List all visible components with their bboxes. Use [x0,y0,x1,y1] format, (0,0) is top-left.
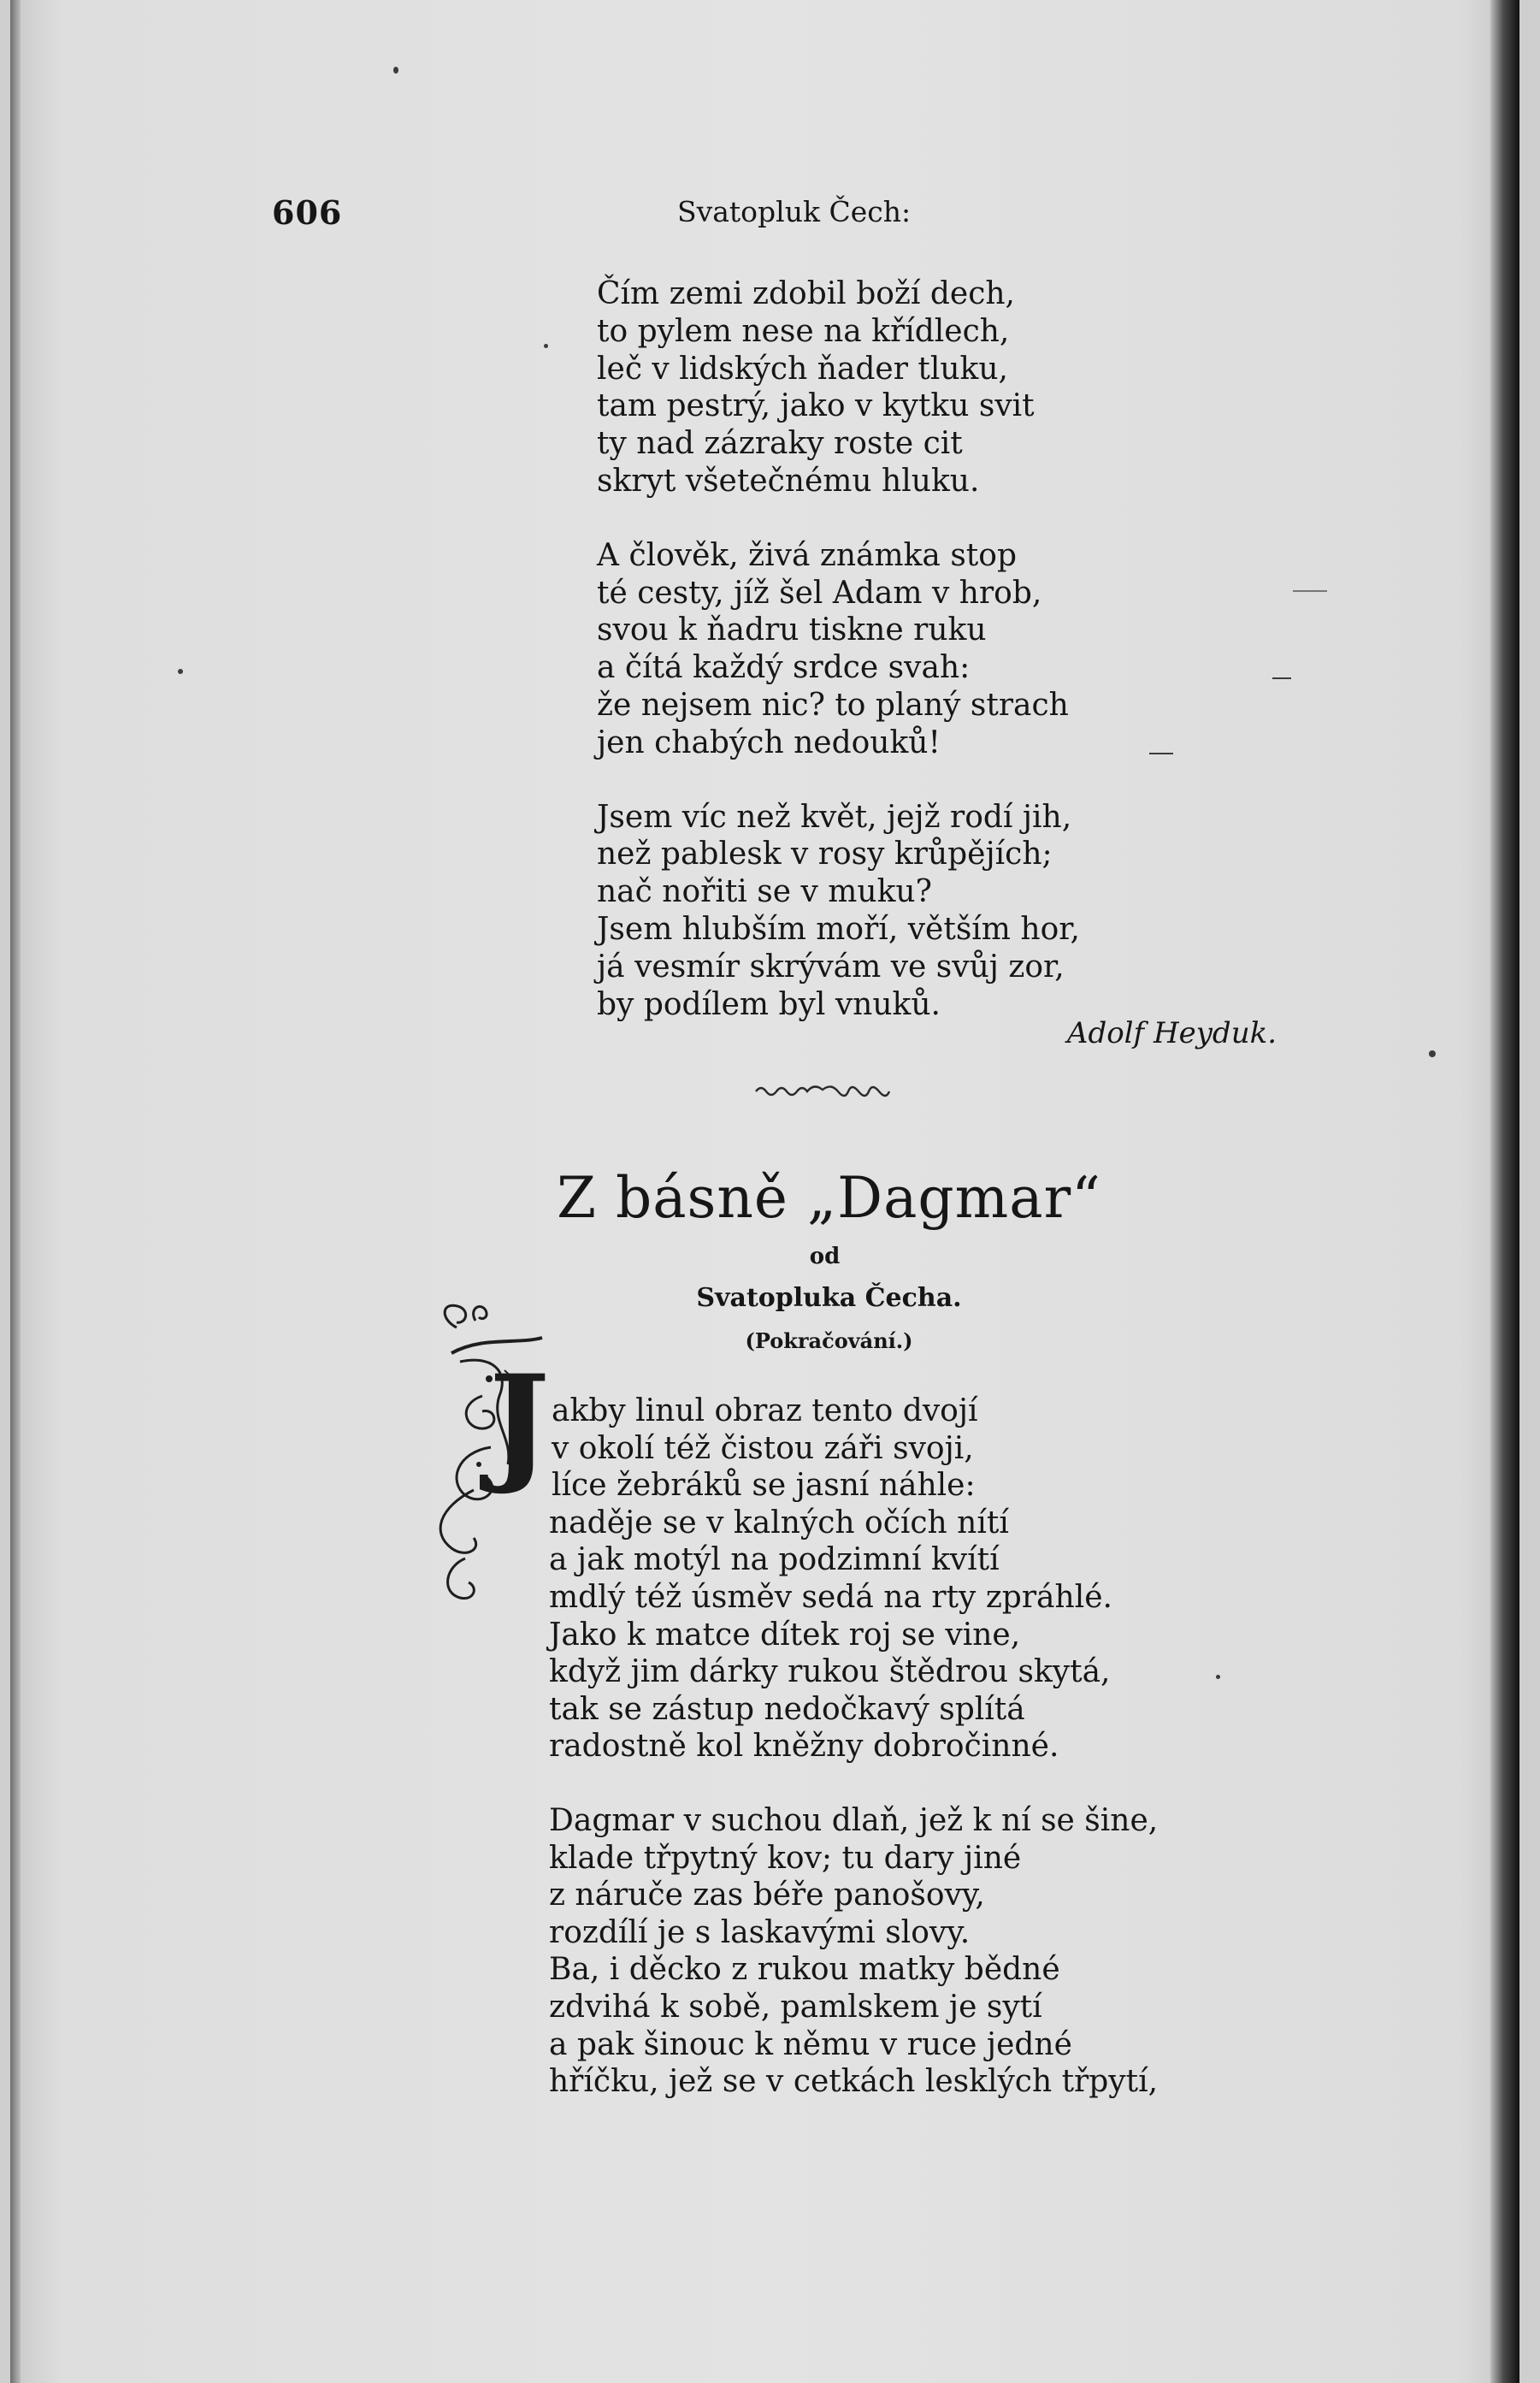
verse-line: Ba, i děcko z rukou matky bědné [549,1952,1060,1988]
verse-line: radostně kol kněžny dobročinné. [549,1729,1059,1765]
verse-line: než pablesk v rosy krůpějích; [597,837,1053,872]
verse-line: ty nad zázraky roste cit [597,426,963,462]
verse-line: Dagmar v suchou dlaň, jež k ní se šine, [549,1802,1159,1838]
verse-line: v okolí též čistou záři svoji, [552,1430,974,1466]
verse-line: jen chabých nedouků! [597,724,941,760]
print-speck [1216,1675,1220,1679]
stanza [597,537,1195,762]
first-poem [597,275,1195,1060]
stanza [549,1393,1199,1765]
verse-line: skryt všetečnému hluku. [597,463,980,499]
drop-cap-letter: J [489,1347,550,1498]
print-speck [1293,590,1327,592]
book-page [10,0,1519,2383]
poem-byline-od: od [809,1244,841,1269]
verse-line: když jim dárky rukou štědrou skytá, [549,1654,1111,1690]
stanza [597,275,1195,500]
poem-signature: Adolf Heyduk. [1066,1016,1277,1050]
verse-line: a pak šinouc k němu v ruce jedné [549,2026,1072,2062]
verse-line: z náruče zas béře panošovy, [549,1877,985,1913]
verse-line: mdlý též úsměv sedá na rty zpráhlé. [549,1579,1112,1615]
print-speck [1429,1050,1436,1057]
section-divider-ornament [754,1079,891,1102]
verse-line: A člověk, živá známka stop [597,537,1017,573]
print-speck [178,669,183,674]
verse-line: to pylem nese na křídlech, [597,313,1010,349]
verse-line: Jsem víc než květ, jejž rodí jih, [597,799,1072,835]
verse-line: a jak motýl na podzimní kvítí [549,1542,1000,1578]
page-number: 606 [272,193,343,232]
verse-line: tak se zástup nedočkavý splítá [549,1691,1025,1727]
poem-title: Z básně „Dagmar“ [557,1165,1101,1231]
verse-line: zdvihá k sobě, pamlskem je sytí [549,1989,1042,2025]
poem-author: Svatopluka Čecha. [696,1283,962,1313]
verse-line: tam pestrý, jako v kytku svit [597,388,1035,424]
verse-line: že nejsem nic? to planý strach [597,687,1069,723]
verse-line: Jako k matce dítek roj se vine, [549,1617,1021,1653]
second-poem [549,1393,1199,2138]
running-title: Svatopluk Čech: [677,195,912,228]
verse-line: svou k ňadru tiskne ruku [597,612,987,648]
verse-line: Jsem hlubším moří, větším hor, [597,911,1080,947]
verse-line: leč v lidských ňader tluku, [597,351,1008,387]
continuation-note: (Pokračování.) [745,1328,913,1353]
verse-line: nač nořiti se v muku? [597,874,932,910]
verse-line: té cesty, jíž šel Adam v hrob, [597,575,1042,611]
print-speck [393,67,398,74]
stanza [597,799,1195,1024]
verse-line: naděje se v kalných očích nítí [549,1505,1009,1540]
verse-line: rozdílí je s laskavými slovy. [549,1914,971,1950]
verse-line: a čítá každý srdce svah: [597,650,971,686]
print-speck [544,344,548,348]
verse-line: Čím zemi zdobil boží dech, [597,276,1015,311]
verse-line: by podílem byl vnuků. [597,986,941,1022]
verse-line: líce žebráků se jasní náhle: [552,1468,976,1504]
print-speck [1272,677,1291,679]
stanza [549,1802,1199,2101]
verse-line: já vesmír skrývám ve svůj zor, [597,949,1065,985]
verse-line: hříčku, jež se v cetkách lesklých třpytí, [549,2064,1159,2100]
verse-line: akby linul obraz tento dvojí [552,1393,978,1428]
verse-line: klade třpytný kov; tu dary jiné [549,1840,1022,1876]
